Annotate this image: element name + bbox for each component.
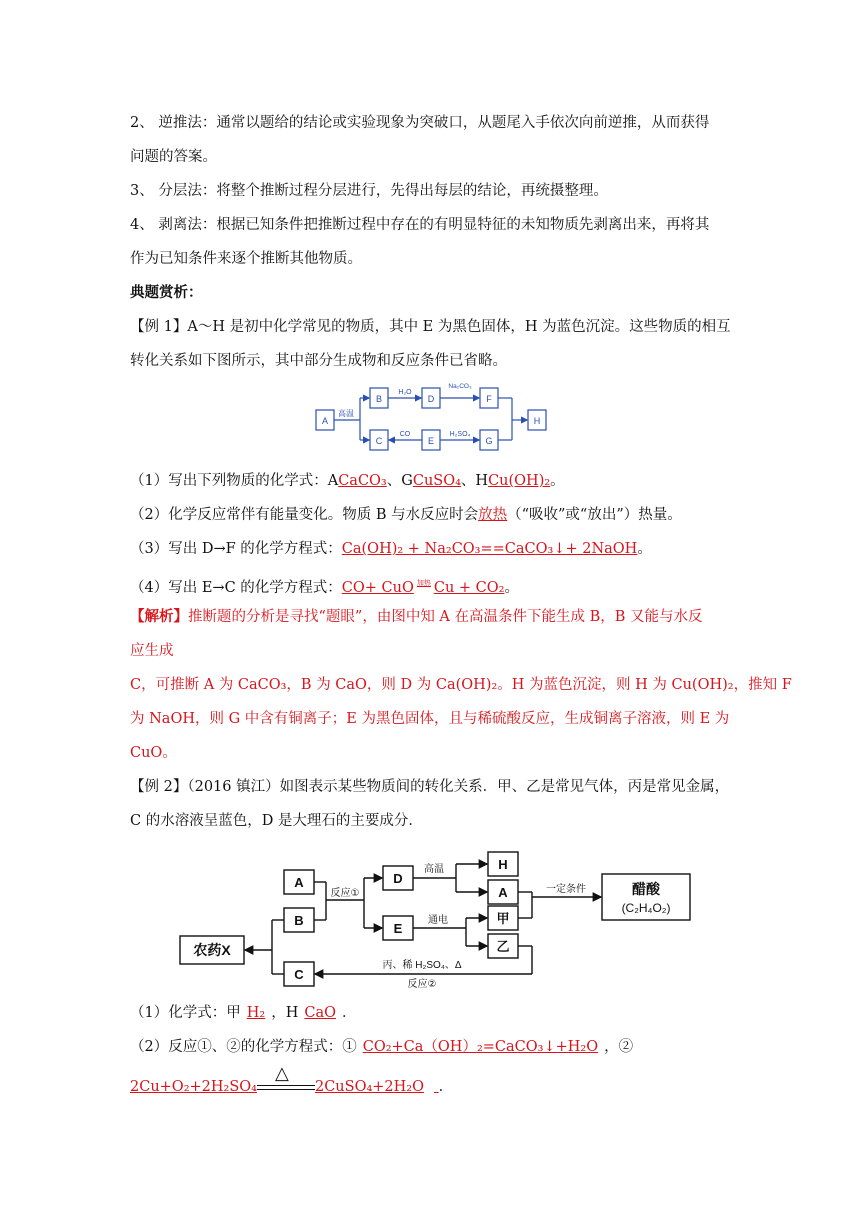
- box-f-label: F: [486, 394, 492, 404]
- label-water: H₂O: [398, 389, 412, 396]
- q4-prefix: （4）写出 E→C 的化学方程式：: [130, 580, 342, 596]
- label-na2co3: Na₂CO₃: [448, 383, 472, 390]
- label-high-temp: 高温: [338, 409, 354, 418]
- e2-pesticide-label: 农药X: [193, 942, 231, 958]
- method-3-line: 3、 分层法：将整个推断过程分层进行，先得出每层的结论，再统摄整理。: [130, 183, 608, 199]
- e2-answer-h: CaO: [304, 1005, 336, 1021]
- method-4-line: 4、 剥离法：根据已知条件把推断过程中存在的有明显特征的未知物质先剥离出来，再将其: [130, 217, 710, 233]
- e2-box-e-label: E: [393, 921, 403, 936]
- analysis-line2: 应生成: [130, 643, 174, 659]
- q3-suffix: 。: [637, 541, 652, 557]
- q1-mid2: 、H: [460, 473, 489, 489]
- e2-label-condition: 一定条件: [546, 884, 586, 895]
- answer-h: Cu(OH)₂: [488, 473, 551, 489]
- e2-box-d-label: D: [393, 871, 403, 886]
- e2-box-a1-label: A: [294, 875, 304, 890]
- e2-box-jia-label: 甲: [496, 911, 510, 926]
- e2-box-h-label: H: [498, 857, 508, 872]
- e2-q1-suffix: ．: [342, 1005, 357, 1021]
- analysis-line3: C，可推断 A 为 CaCO₃，B 为 CaO，则 D 为 Ca(OH)₂。H 为蓝色沉淀，则 H 为 Cu(OH)₂，推知 F: [130, 677, 792, 693]
- example2-stem1: （2016 镇江）如图表示某些物质间的转化关系．甲、乙是常见气体，丙是常见金属，: [187, 779, 730, 795]
- example1-stem-line2: 转化关系如下图所示，其中部分生成物和反应条件已省略。: [130, 353, 507, 369]
- analysis-text1: 推断题的分析是寻找“题眼”，由图中知 A 在高温条件下能生成 B，B 又能与水反: [188, 609, 703, 625]
- example1-stem1: A～H 是初中化学常见的物质，其中 E 为黑色固体，H 为蓝色沉淀。这些物质的相互: [187, 319, 731, 335]
- e2-q2-suffix: ．: [438, 1079, 454, 1095]
- q1-prefix: （1）写出下列物质的化学式：A: [130, 473, 339, 489]
- example2-q1: [130, 996, 736, 1030]
- e2-label-reagents: 丙、稀 H₂SO₄、Δ: [382, 960, 462, 971]
- e2-acid-formula: (C₂H₄O₂): [621, 901, 671, 915]
- q1-mid1: 、G: [386, 473, 413, 489]
- example1-stem-line1: [130, 310, 736, 344]
- box-c-label: C: [375, 436, 383, 446]
- e2-box-yi-label: 乙: [496, 939, 510, 954]
- q2-prefix: （2）化学反应常伴有能量变化。物质 B 与水反应时会: [130, 507, 479, 523]
- answer-heat: 放热: [478, 507, 508, 523]
- answer-g: CuSO₄: [412, 473, 461, 489]
- e2-answer-reaction2-right: 2CuSO₄+2H₂O: [314, 1079, 424, 1095]
- example2-q2: [130, 1030, 736, 1064]
- box-d-label: D: [427, 394, 435, 404]
- example1-tag: 【例 1】: [130, 319, 188, 335]
- e2-q1-prefix: （1）化学式：甲: [130, 1005, 241, 1021]
- box-g-label: G: [485, 436, 493, 446]
- analysis-tag: 【解析】: [130, 608, 188, 625]
- e2-label-reaction2: 反应②: [407, 979, 437, 990]
- answer-e-to-c-right: Cu + CO₂: [433, 580, 505, 596]
- method-2-line: 2、 逆推法：通常以题给的结论或实验现象为突破口，从题尾入手依次向前逆推，从而获得: [130, 115, 710, 131]
- label-h2so4: H₂SO₄: [449, 431, 471, 438]
- e2-delta-symbol: △: [274, 1063, 289, 1084]
- e2-acid-name: 醋酸: [632, 881, 660, 897]
- answer-e-to-c-condition: 加热: [416, 579, 431, 587]
- method-2-continuation: 问题的答案。: [130, 149, 217, 165]
- label-co: CO: [399, 431, 411, 438]
- analysis-line5: CuO。: [130, 745, 177, 761]
- example2-q2-continuation: [130, 1063, 736, 1104]
- example1-q2: [130, 498, 736, 532]
- answer-a: CaCO₃: [338, 473, 387, 489]
- box-b-label: B: [375, 394, 383, 404]
- e2-label-reaction1: 反应①: [330, 888, 360, 899]
- example2-stem-line1: [130, 770, 736, 804]
- e2-box-a2-label: A: [498, 885, 508, 900]
- section-title: 典题赏析：: [130, 284, 203, 301]
- example1-flow-diagram: [312, 380, 552, 460]
- q4-suffix: 。: [504, 580, 519, 596]
- example2-stem-line2: C 的水溶液呈蓝色，D 是大理石的主要成分．: [130, 813, 423, 829]
- answer-e-to-c-left: CO+ CuO: [341, 580, 414, 596]
- box-h-label: H: [533, 416, 541, 426]
- example2-tag: 【例 2】: [130, 779, 188, 795]
- example2-flow-diagram: [176, 844, 696, 990]
- e2-q1-mid: ，H: [271, 1005, 299, 1021]
- e2-box-b-label: B: [294, 913, 304, 928]
- answer-d-to-f: Ca(OH)₂ + Na₂CO₃==CaCO₃↓+ 2NaOH: [341, 541, 638, 557]
- e2-delta-arrow: [257, 1063, 315, 1097]
- e2-answer-reaction2-left: 2Cu+O₂+2H₂SO₄: [130, 1079, 257, 1095]
- example1-q1: [130, 464, 736, 498]
- q2-suffix: （“吸收”或“放出”）热量。: [507, 507, 682, 523]
- method-4-continuation: 作为已知条件来逐个推断其他物质。: [130, 251, 362, 267]
- analysis-line4: 为 NaOH，则 G 中含有铜离子；E 为黑色固体，且与稀硫酸反应，生成铜离子溶液，则 E 为: [130, 711, 730, 727]
- e2-q2-prefix: （2）反应①、②的化学方程式：①: [130, 1039, 357, 1055]
- e2-q2-mid: ，②: [604, 1039, 634, 1055]
- example1-q3: [130, 532, 736, 566]
- box-a-label: A: [321, 416, 329, 426]
- e2-box-c-label: C: [294, 967, 304, 982]
- box-e-label: E: [427, 436, 435, 446]
- e2-answer-jia: H₂: [246, 1005, 266, 1021]
- e2-label-electrolysis: 通电: [428, 915, 448, 926]
- q3-prefix: （3）写出 D→F 的化学方程式：: [130, 541, 342, 557]
- analysis-line1: [130, 600, 736, 634]
- e2-answer-reaction1: CO₂+Ca（OH）₂=CaCO₃↓+H₂O: [362, 1039, 599, 1055]
- q1-suffix: 。: [550, 473, 565, 489]
- e2-label-high-temp: 高温: [424, 864, 444, 875]
